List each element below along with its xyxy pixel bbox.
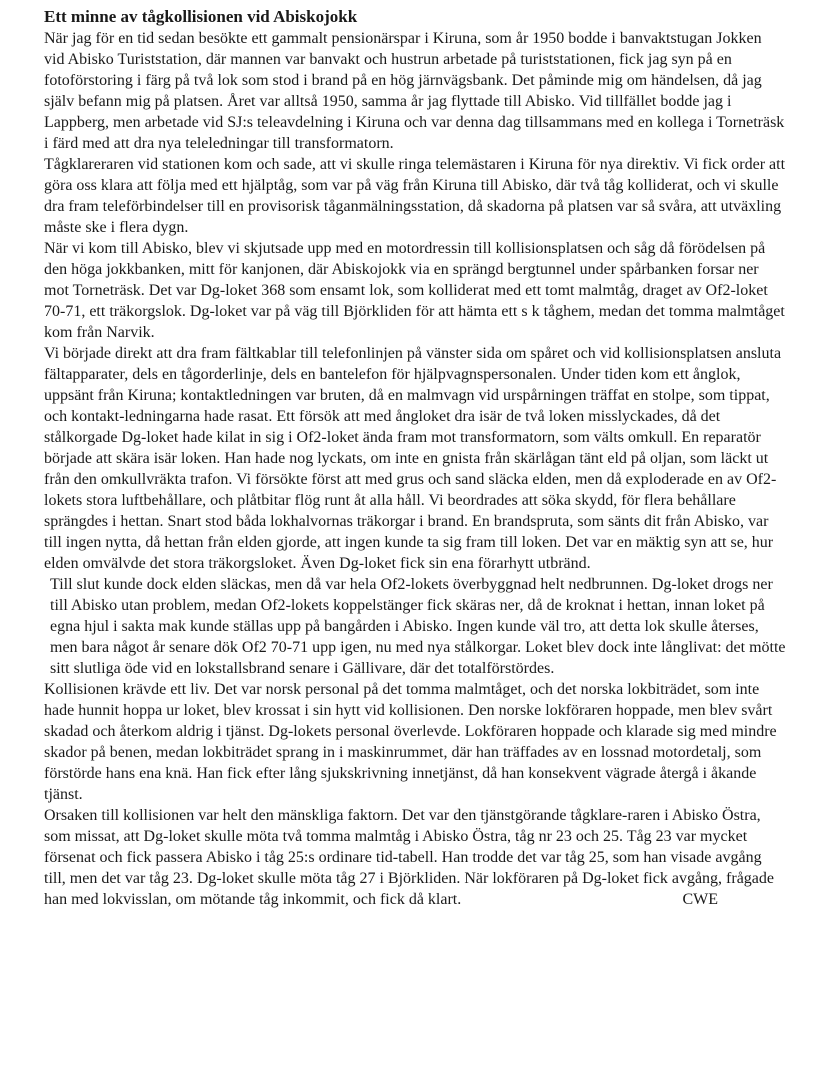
article-title: Ett minne av tågkollisionen vid Abiskojokk — [44, 7, 358, 26]
author-signature: CWE — [682, 891, 718, 908]
article — [44, 6, 786, 910]
paragraph-2: Tågklareraren vid stationen kom och sade, att vi skulle ringa telemästaren i Kiruna för nya direktiv. Vi fick order att göra oss klara att följa med ett hjälptåg, som var på väg från Kiruna till Abisko, där två tåg kolliderat, och vi skulle dra fram teleförbindelser till en provisorisk tåganmälningsstation, då skadorna på platsen var så svåra, att utväxling måste ske i flera dygn. — [44, 156, 786, 236]
paragraph-1: När jag för en tid sedan besökte ett gammalt pensionärspar i Kiruna, som år 1950 bodde i banvaktstugan Jokken vid Abisko Turiststation, där mannen var banvakt och hustrun arbetade på turiststationen, fick jag syn på en fotoförstoring i färg på två lok som stod i brand på en hög järnvägsbank. Det påminde mig om händelsen, då jag själv befann mig på platsen. Året var alltså 1950, samma år jag flyttade till Abisko. Vid tillfället bodde jag i Lappberg, men arbetade vid SJ:s teleavdelning i Kiruna och var denna dag tillsammans med en kollega i Torneträsk i färd med att dra nya teleledningar till transformatorn. — [44, 30, 785, 152]
paragraph-7: Orsaken till kollisionen var helt den mänskliga faktorn. Det var den tjänstgörande tågklare-raren i Abisko Östra, som missat, att Dg-loket skulle möta två tomma malmtåg i Abisko Östra, tåg nr 23 och 25. Tåg 23 var mycket försenat och fick passera Abisko i tåg 25:s ordinare tid-tabell. Han trodde det var tåg 25, som han visade avgång till, men det var tåg 23. Dg-loket skulle möta tåg 27 i Björkliden. När lokföraren på Dg-loket fick avgång, frågade han med lokvisslan, om mötande tåg inkommit, och fick då klart. — [44, 807, 774, 908]
paragraph-3: När vi kom till Abisko, blev vi skjutsade upp med en motordressin till kollisionsplatsen och såg då förödelsen på den höga jokkbanken, mitt för kanjonen, där Abiskojokk via en sprängd bergtunnel under spårbanken forsar ner mot Torneträsk. Det var Dg-loket 368 som ensamt lok, som kolliderat med ett tomt malmtåg, draget av Of2-loket 70-71, ett träkorgslok. Dg-loket var på väg till Björkliden för att hämta ett s k tåghem, medan det tomma malmtåget kom från Narvik. — [44, 240, 785, 341]
paragraph-4: Vi började direkt att dra fram fältkablar till telefonlinjen på vänster sida om spåret och vid kollisionsplatsen ansluta fältapparater, dels en tågorderlinje, dels en bantelefon för hjälpvagnspersonalen. Under tiden kom ett ånglok, uppsänt från Kiruna; kontaktledningen var bruten, då en malmvagn vid urspårningen träffat en stolpe, som tippat, och kontakt-ledningarna hade rasat. Ett försök att med ångloket dra isär de två loken misslyckades, då det stålkorgade Dg-loket hade kilat in sig i Of2-loket ända fram mot transformatorn, som välts omkull. En reparatör började att skära isär loken. Han hade nog lyckats, om inte en gnista från skärlågan tänt eld på oljan, som läckt ut från den omkullvräkta trafon. Vi försökte först att med grus och sand släcka elden, men då exploderade en av Of2-lokets stora luftbehållare, och plåtbitar flög runt åt alla håll. Vi beordrades att söka skydd, för flera behållare sprängdes i hettan. Snart stod båda lokhalvornas träkorgar i brand. En brandspruta, som sänts dit från Abisko, var till ingen nytta, då hettan från elden gjorde, att ingen kunde ta sig fram till loken. Det var en mäktig syn att se, hur elden omvälvde det stora träkorgsloket. Även Dg-loket fick sin ena förarhytt utbränd. — [44, 345, 782, 572]
paragraph-6: Kollisionen krävde ett liv. Det var norsk personal på det tomma malmtåget, och det norska lokbiträdet, som inte hade hunnit hoppa ur loket, blev krossat i sin hytt vid kollisionen. Den norske lokföraren hoppade, men blev svårt skadad och återkom aldrig i tjänst. Dg-lokets personal överlevde. Lokföraren hoppade och klarade sig med mindre skador på benen, medan lokbiträdet sprang in i maskinrummet, där han träffades av en lossnad motordetalj, som förstörde hans ena knä. Han fick efter lång sjukskrivning innetjänst, då han konsekvent vägrade återgå i åkande tjänst. — [44, 681, 777, 803]
paragraph-5: Till slut kunde dock elden släckas, men då var hela Of2-lokets överbyggnad helt nedbrunnen. Dg-loket drogs ner till Abisko utan problem, medan Of2-lokets koppelstänger fick skäras ner, då de kroknat i hettan, innan loket på egna hjul i sakta mak kunde ställas upp på bangården i Abisko. Ingen kunde väl tro, att detta lok skulle återses, men bara något år senare dök Of2 70-71 upp igen, nu med nya stålkorgar. Loket blev dock inte långlivat: det mötte sitt slutliga öde vid en lokstallsbrand senare i Gällivare, där det totalförstördes. — [50, 576, 786, 677]
closing-block — [44, 805, 786, 910]
